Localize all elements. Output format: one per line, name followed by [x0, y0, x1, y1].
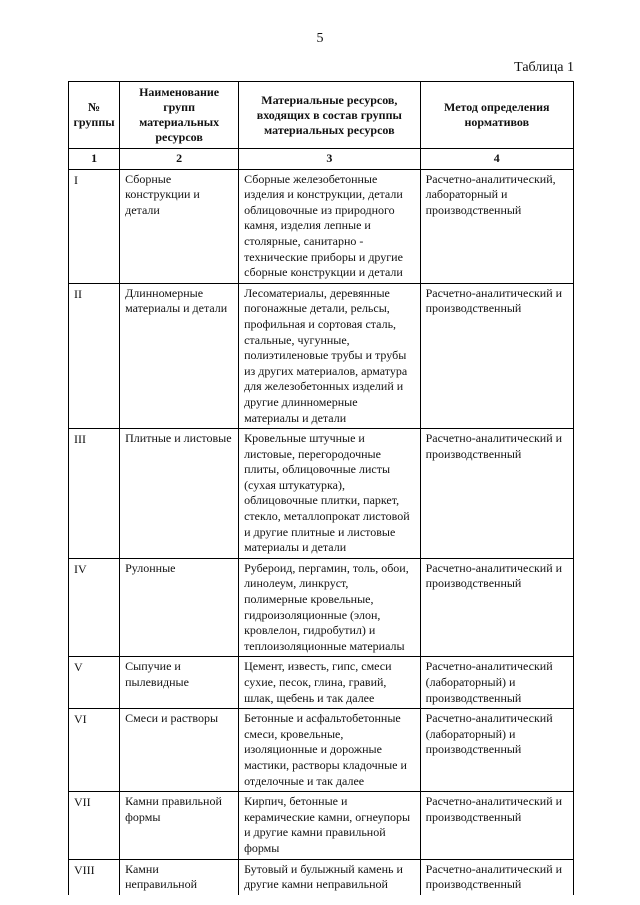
resources-cell: Лесоматериалы, деревянные погонажные детали, рельсы, профильная и сортовая сталь, стальные, чугунные, полиэтиленовые трубы и трубы из других материалов, арматура для железобетонных изделий и другие длинномерные материалы и детали: [239, 283, 421, 428]
table-row: [69, 657, 574, 709]
method-cell: Расчетно-аналитический, лабораторный и производственный: [420, 169, 573, 283]
column-number: 3: [239, 149, 421, 170]
method-cell: Расчетно-аналитический и производственный: [420, 429, 573, 559]
table-row: [69, 859, 574, 895]
column-number: 4: [420, 149, 573, 170]
group-number-cell: VIII: [69, 859, 120, 895]
resources-cell: Бутовый и булыжный камень и другие камни неправильной: [239, 859, 421, 895]
resources-cell: Кровельные штучные и листовые, перегородочные плиты, облицовочные листы (сухая штукатурка), облицовочные плитки, паркет, стекло, металлопрокат листовой и другие плитные и листовые материалы и детали: [239, 429, 421, 559]
group-number-cell: IV: [69, 558, 120, 657]
group-number-cell: VII: [69, 792, 120, 859]
group-number-cell: I: [69, 169, 120, 283]
group-number-cell: III: [69, 429, 120, 559]
method-cell: Расчетно-аналитический и производственный: [420, 859, 573, 895]
group-name-cell: Плитные и листовые: [120, 429, 239, 559]
table-row: [69, 558, 574, 657]
header-method: Метод определения нормативов: [420, 82, 573, 149]
materials-table: [68, 81, 574, 895]
resources-cell: Кирпич, бетонные и керамические камни, огнеупоры и другие камни правильной формы: [239, 792, 421, 859]
group-number-cell: II: [69, 283, 120, 428]
method-cell: Расчетно-аналитический и производственный: [420, 558, 573, 657]
group-name-cell: Камни правильной формы: [120, 792, 239, 859]
header-resources: Материальные ресурсов, входящих в состав группы материальных ресурсов: [239, 82, 421, 149]
group-number-cell: V: [69, 657, 120, 709]
table-label: Таблица 1: [514, 60, 574, 75]
group-name-cell: Длинномерные материалы и детали: [120, 283, 239, 428]
header-group-name: Наименование групп материальных ресурсов: [120, 82, 239, 149]
resources-cell: Сборные железобетонные изделия и конструкции, детали облицовочные из природного камня, изделия лепные и столярные, санитарно - технические приборы и другие сборные конструкции и детали: [239, 169, 421, 283]
group-name-cell: Сборные конструкции и детали: [120, 169, 239, 283]
table-header-row: [69, 82, 574, 149]
column-number: 1: [69, 149, 120, 170]
header-group-number: № группы: [69, 82, 120, 149]
table-row: [69, 429, 574, 559]
table-row: [69, 792, 574, 859]
group-number-cell: VI: [69, 709, 120, 792]
method-cell: Расчетно-аналитический (лабораторный) и производственный: [420, 657, 573, 709]
column-number: 2: [120, 149, 239, 170]
column-number-row: [69, 149, 574, 170]
group-name-cell: Сыпучие и пылевидные: [120, 657, 239, 709]
method-cell: Расчетно-аналитический и производственный: [420, 792, 573, 859]
group-name-cell: Камни неправильной: [120, 859, 239, 895]
group-name-cell: Рулонные: [120, 558, 239, 657]
resources-cell: Цемент, известь, гипс, смеси сухие, песок, глина, гравий, шлак, щебень и так далее: [239, 657, 421, 709]
table-row: [69, 169, 574, 283]
page-number: 5: [316, 31, 324, 46]
method-cell: Расчетно-аналитический (лабораторный) и производственный: [420, 709, 573, 792]
method-cell: Расчетно-аналитический и производственный: [420, 283, 573, 428]
table-row: [69, 709, 574, 792]
table-row: [69, 283, 574, 428]
resources-cell: Бетонные и асфальтобетонные смеси, кровельные, изоляционные и дорожные мастики, растворы кладочные и отделочные и так далее: [239, 709, 421, 792]
group-name-cell: Смеси и растворы: [120, 709, 239, 792]
resources-cell: Рубероид, пергамин, толь, обои, линолеум, линкруст, полимерные кровельные, гидроизоляционные (элон, кровлелон, гидробутил) и теплоизоляционные материалы: [239, 558, 421, 657]
